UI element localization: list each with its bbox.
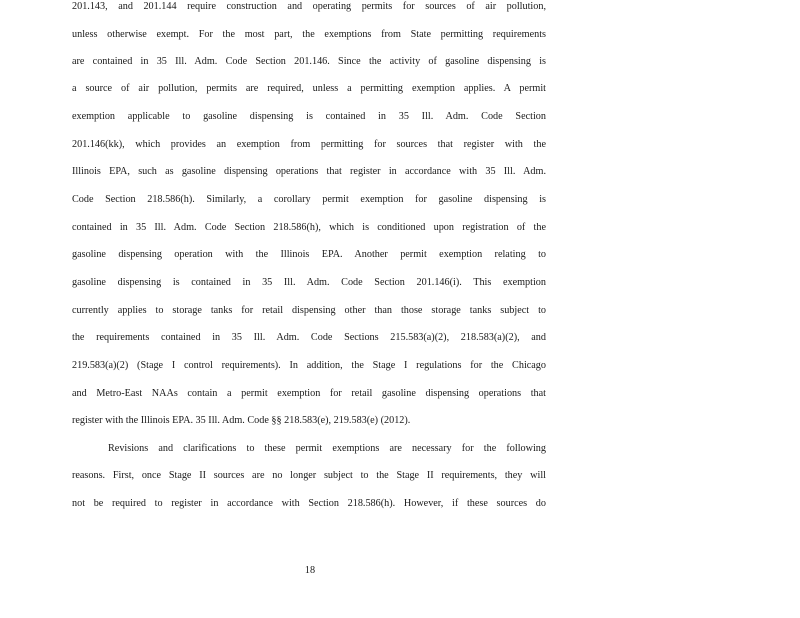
text-line: register with the Illinois EPA. 35 Ill. Adm. Code §§ 218.583(e), 219.583(e) (2012). <box>72 415 411 426</box>
text-line: the requirements contained in 35 Ill. Adm. Code Sections 215.583(a)(2), 218.583(a)(2), and <box>72 332 546 343</box>
text-line: a source of air pollution, permits are required, unless a permitting exemption applies. A permit <box>72 83 546 94</box>
text-line: and Metro-East NAAs contain a permit exemption for retail gasoline dispensing operations that <box>72 388 546 399</box>
text-line: currently applies to storage tanks for retail dispensing other than those storage tanks subject to <box>72 305 546 316</box>
text-line: gasoline dispensing operation with the Illinois EPA. Another permit exemption relating to <box>72 249 546 260</box>
text-line: are contained in 35 Ill. Adm. Code Section 201.146. Since the activity of gasoline dispensing is <box>72 56 546 67</box>
text-line: unless otherwise exempt. For the most part, the exemptions from State permitting requirements <box>72 29 546 40</box>
page-number: 18 <box>304 565 316 576</box>
text-line: 219.583(a)(2) (Stage I control requirements). In addition, the Stage I regulations for the Chicago <box>72 360 546 371</box>
text-line: exemption applicable to gasoline dispensing is contained in 35 Ill. Adm. Code Section <box>72 111 546 122</box>
text-line: gasoline dispensing is contained in 35 Ill. Adm. Code Section 201.146(i). This exemption <box>72 277 546 288</box>
text-line: reasons. First, once Stage II sources are no longer subject to the Stage II requirements, they will <box>72 470 546 481</box>
text-line-indented: Revisions and clarifications to these permit exemptions are necessary for the following <box>108 443 546 454</box>
text-line: Code Section 218.586(h). Similarly, a corollary permit exemption for gasoline dispensing is <box>72 194 546 205</box>
text-line: Illinois EPA, such as gasoline dispensing operations that register in accordance with 35 Ill. Adm. <box>72 166 546 177</box>
text-line: 201.146(kk), which provides an exemption from permitting for sources that register with the <box>72 139 546 150</box>
text-line: contained in 35 Ill. Adm. Code Section 218.586(h), which is conditioned upon registration of the <box>72 222 546 233</box>
text-line: 201.143, and 201.144 require construction and operating permits for sources of air pollution, <box>72 1 546 12</box>
text-line: not be required to register in accordance with Section 218.586(h). However, if these sources do <box>72 498 546 509</box>
